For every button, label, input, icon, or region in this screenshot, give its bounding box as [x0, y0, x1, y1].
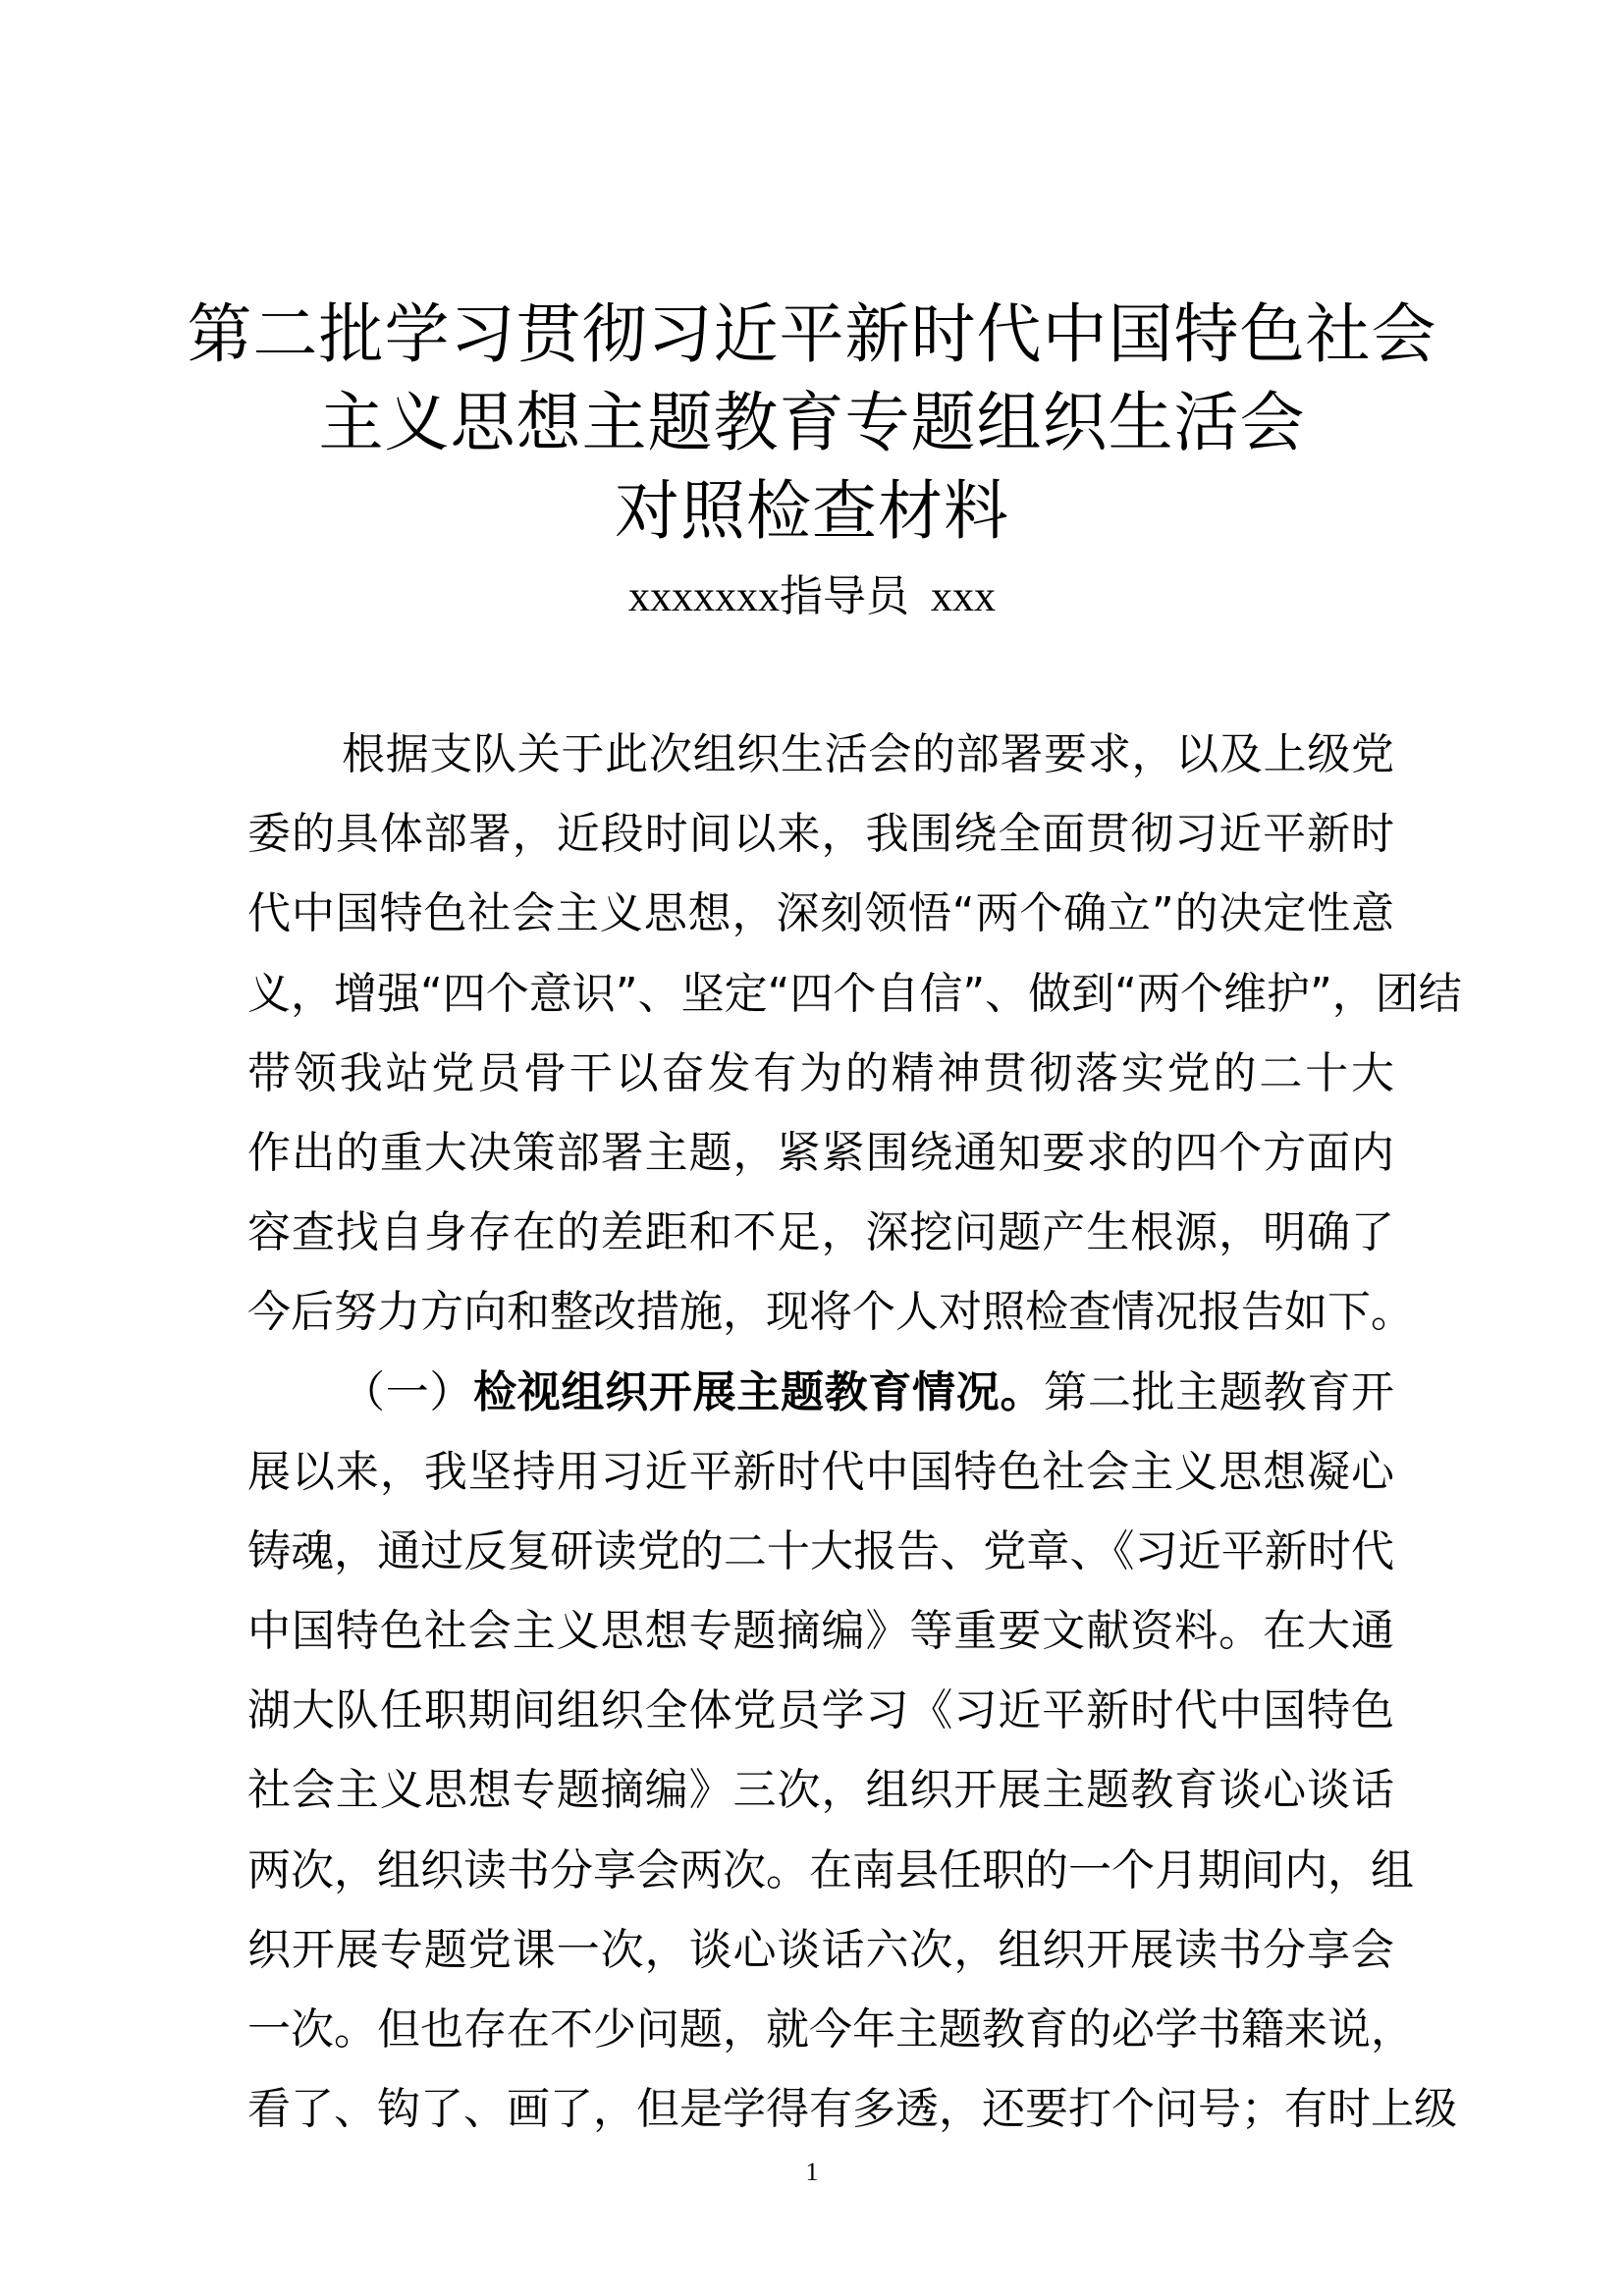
- byline-name: xxx: [931, 572, 996, 620]
- title-line-2: 主义思想主题教育专题组织生活会: [318, 385, 1306, 460]
- paragraph-1-line: 代中国特色社会主义思想，深刻领悟“两个确立”的决定性意: [247, 888, 1394, 939]
- section-1-line: 中国特色社会主义思想专题摘编》等重要文献资料。在大通: [247, 1606, 1394, 1657]
- section-1-number: （一）: [342, 1366, 474, 1417]
- document-body: [247, 715, 1462, 2149]
- paragraph-1-line: 带领我站党员骨干以奋发有为的精神贯彻落实党的二十大: [247, 1047, 1394, 1098]
- author-byline: [157, 567, 1467, 626]
- section-1-line: 展以来，我坚持用习近平新时代中国特色社会主义思想凝心: [247, 1446, 1394, 1497]
- section-1-line: 看了、钩了、画了，但是学得有多透，还要打个问号；有时上级: [247, 2084, 1457, 2135]
- section-1-line: 铸魂，通过反复研读党的二十大报告、党章、《习近平新时代: [247, 1525, 1394, 1576]
- paragraph-1-line: 义，增强“四个意识”、坚定“四个自信”、做到“两个维护”，团结: [247, 968, 1462, 1019]
- title-line-3: 对照检查材料: [615, 473, 1009, 549]
- section-1-first-line: [247, 1353, 1394, 1432]
- title-line-1: 第二批学习贯彻习近平新时代中国特色社会: [187, 296, 1437, 372]
- section-1-line: 一次。但也存在不少问题，就今年主题教育的必学书籍来说，: [247, 2004, 1414, 2055]
- section-1-heading: 检视组织开展主题教育情况。: [473, 1366, 1045, 1417]
- byline-role: 指导员: [780, 572, 909, 620]
- section-1-line: 两次，组织读书分享会两次。在南县任职的一个月期间内，组: [247, 1844, 1414, 1896]
- page-number: 1: [805, 2158, 819, 2186]
- section-1-line: 织开展专题党课一次，谈心谈话六次，组织开展读书分享会: [247, 1924, 1394, 1975]
- section-1-first-line-text: 第二批主题教育开: [1044, 1366, 1395, 1417]
- paragraph-1-line: 作出的重大决策部署主题，紧紧围绕通知要求的四个方面内: [247, 1127, 1394, 1178]
- paragraph-1-line: 根据支队关于此次组织生活会的部署要求，以及上级党: [342, 729, 1394, 779]
- section-1-line: 湖大队任职期间组织全体党员学习《习近平新时代中国特色: [247, 1685, 1394, 1736]
- section-1-line: 社会主义思想专题摘编》三次，组织开展主题教育谈心谈话: [247, 1765, 1394, 1816]
- document-title: [157, 291, 1467, 556]
- paragraph-1-line: 容查找自身存在的差距和不足，深挖问题产生根源，明确了: [247, 1207, 1394, 1258]
- byline-org: xxxxxxx: [628, 572, 780, 620]
- paragraph-1-line: 委的具体部署，近段时间以来，我围绕全面贯彻习近平新时: [247, 809, 1394, 860]
- paragraph-1-line: 今后努力方向和整改措施，现将个人对照检查情况报告如下。: [247, 1287, 1414, 1338]
